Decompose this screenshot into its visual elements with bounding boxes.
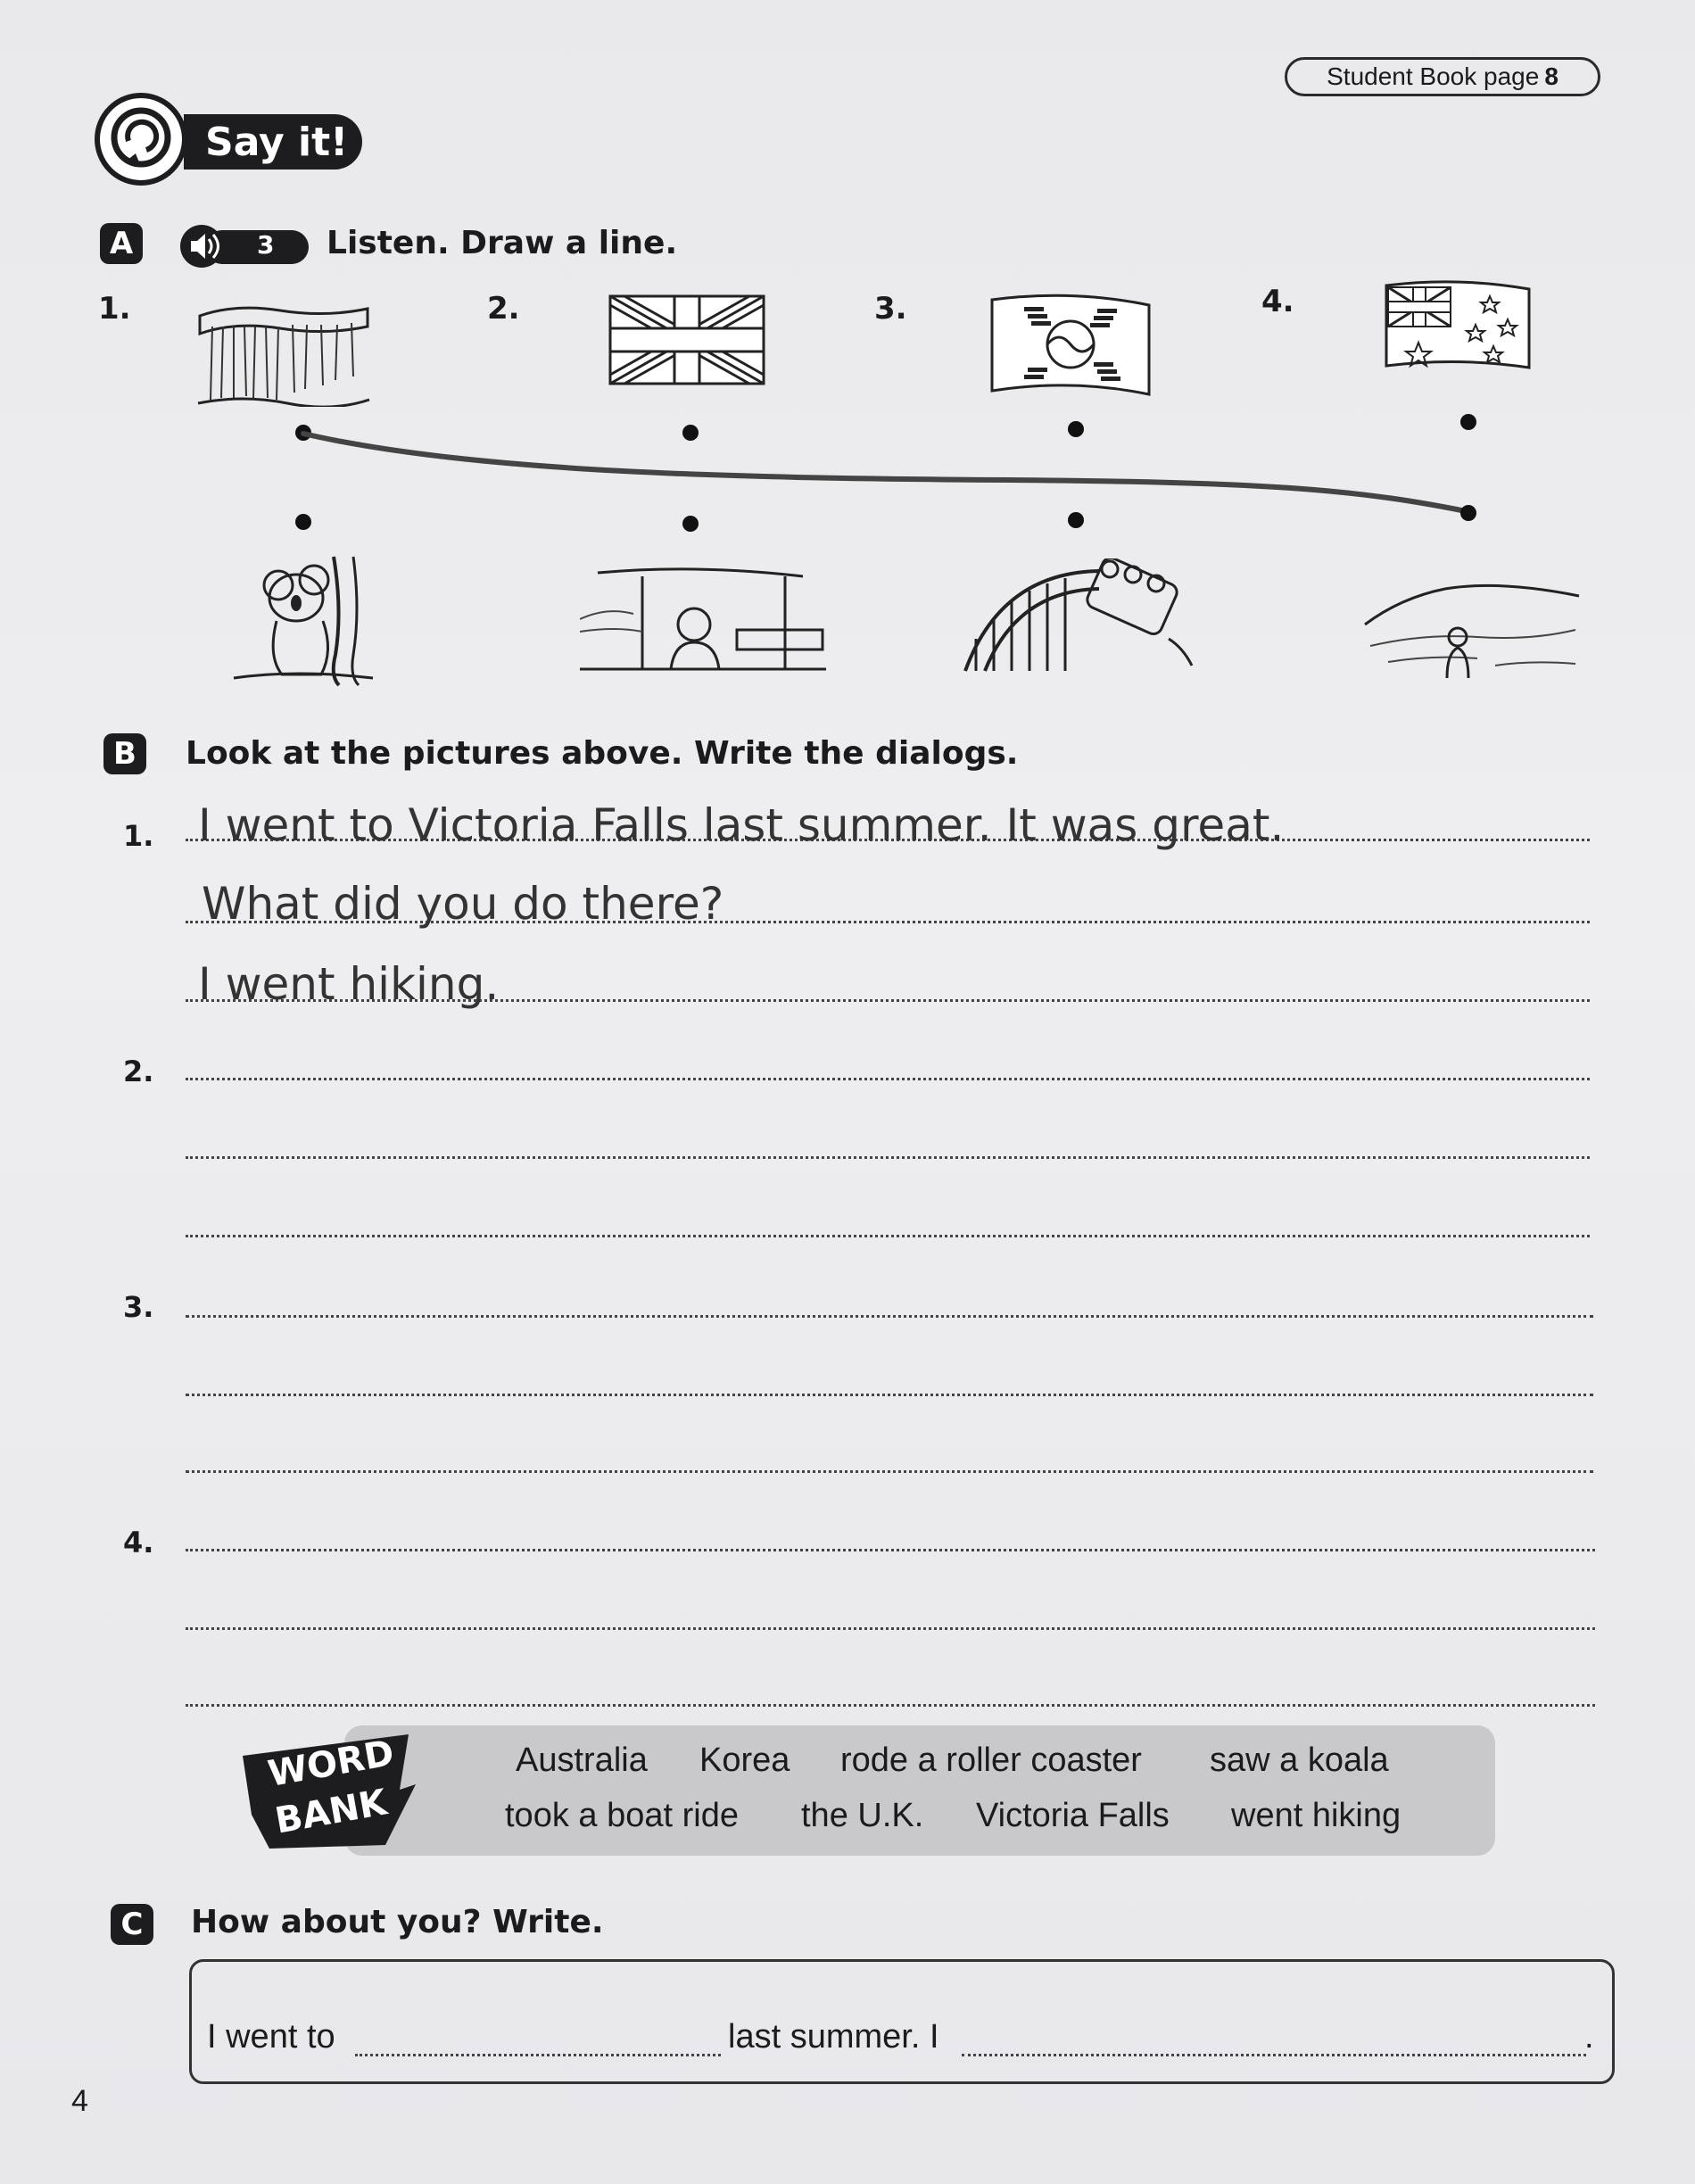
b-item-4-line-2[interactable] bbox=[186, 1627, 1595, 1630]
bottom-dot-1[interactable] bbox=[295, 514, 311, 530]
sentence-start: I went to bbox=[207, 2018, 335, 2056]
b-item-2-line-1[interactable] bbox=[186, 1078, 1590, 1080]
b-item-1-number: 1. bbox=[123, 819, 154, 853]
item-4-number: 4. bbox=[1261, 284, 1294, 319]
item-2-number: 2. bbox=[487, 291, 520, 327]
bottom-dot-3[interactable] bbox=[1068, 512, 1084, 528]
word-bank-item: Australia bbox=[516, 1741, 648, 1779]
b-item-3-line-3[interactable] bbox=[186, 1470, 1593, 1473]
b-item-3-line-1[interactable] bbox=[186, 1315, 1593, 1318]
student-book-reference bbox=[1285, 57, 1600, 96]
hiking-picture bbox=[1361, 566, 1584, 680]
b-item-2-number: 2. bbox=[123, 1055, 154, 1088]
word-bank-item: went hiking bbox=[1231, 1797, 1401, 1834]
unit-title: Say it! bbox=[205, 119, 349, 165]
b-item-4-line-1[interactable] bbox=[186, 1549, 1595, 1551]
b-item-4-number: 4. bbox=[123, 1526, 154, 1559]
word-bank-item: Victoria Falls bbox=[976, 1797, 1170, 1834]
word-bank-item: rode a roller coaster bbox=[840, 1741, 1142, 1779]
section-b-instruction: Look at the pictures above. Write the dialogs. bbox=[186, 735, 1019, 772]
roller-coaster-picture bbox=[958, 558, 1195, 674]
b-item-2-line-2[interactable] bbox=[186, 1156, 1590, 1159]
activity-blank[interactable] bbox=[962, 2054, 1586, 2056]
word-bank-logo-top: WORD bbox=[265, 1733, 398, 1795]
reference-text: Student Book page bbox=[1327, 62, 1540, 90]
section-c-letter: C bbox=[111, 1904, 153, 1945]
destination-blank[interactable] bbox=[355, 2054, 721, 2056]
item-1-number: 1. bbox=[98, 291, 131, 327]
word-bank-item: Korea bbox=[699, 1741, 790, 1779]
word-bank-item: took a boat ride bbox=[505, 1797, 739, 1834]
reference-page-number: 8 bbox=[1544, 62, 1559, 90]
word-bank-item: the U.K. bbox=[801, 1797, 924, 1834]
b-item-1-answer-2: What did you do there? bbox=[202, 878, 724, 930]
australia-flag-picture bbox=[1383, 278, 1533, 373]
audio-track-number: 3 bbox=[257, 230, 275, 260]
korea-flag-picture bbox=[988, 291, 1154, 403]
boat-ride-picture bbox=[580, 566, 826, 673]
section-c-instruction: How about you? Write. bbox=[191, 1904, 604, 1940]
section-a-instruction: Listen. Draw a line. bbox=[327, 225, 678, 261]
b-item-1-answer-1: I went to Victoria Falls last summer. It was great. bbox=[198, 799, 1285, 851]
sentence-end: . bbox=[1584, 2018, 1594, 2056]
b-item-2-line-3[interactable] bbox=[186, 1235, 1590, 1237]
sentence-middle: last summer. I bbox=[728, 2018, 939, 2056]
example-match-line bbox=[294, 419, 1490, 517]
word-bank-logo-bottom: BANK bbox=[271, 1782, 390, 1842]
uk-flag-picture bbox=[607, 293, 767, 387]
waterfall-picture bbox=[194, 300, 373, 407]
unit-title-badge bbox=[184, 114, 362, 170]
page-number: 4 bbox=[71, 2084, 88, 2118]
word-bank-logo bbox=[234, 1729, 421, 1850]
section-a-letter: A bbox=[100, 223, 143, 264]
b-item-3-line-2[interactable] bbox=[186, 1394, 1593, 1396]
word-bank-item: saw a koala bbox=[1210, 1741, 1389, 1779]
koala-picture bbox=[228, 553, 380, 687]
bottom-dot-2[interactable] bbox=[682, 516, 699, 532]
b-item-1-answer-3: I went hiking. bbox=[198, 958, 500, 1010]
bottom-dot-4[interactable] bbox=[1460, 505, 1476, 521]
audio-track[interactable] bbox=[178, 223, 310, 269]
speech-bubble-icon bbox=[95, 93, 187, 186]
section-b-letter: B bbox=[103, 733, 146, 774]
b-item-4-line-3[interactable] bbox=[186, 1704, 1595, 1707]
b-item-3-number: 3. bbox=[123, 1290, 154, 1324]
item-3-number: 3. bbox=[874, 291, 907, 327]
